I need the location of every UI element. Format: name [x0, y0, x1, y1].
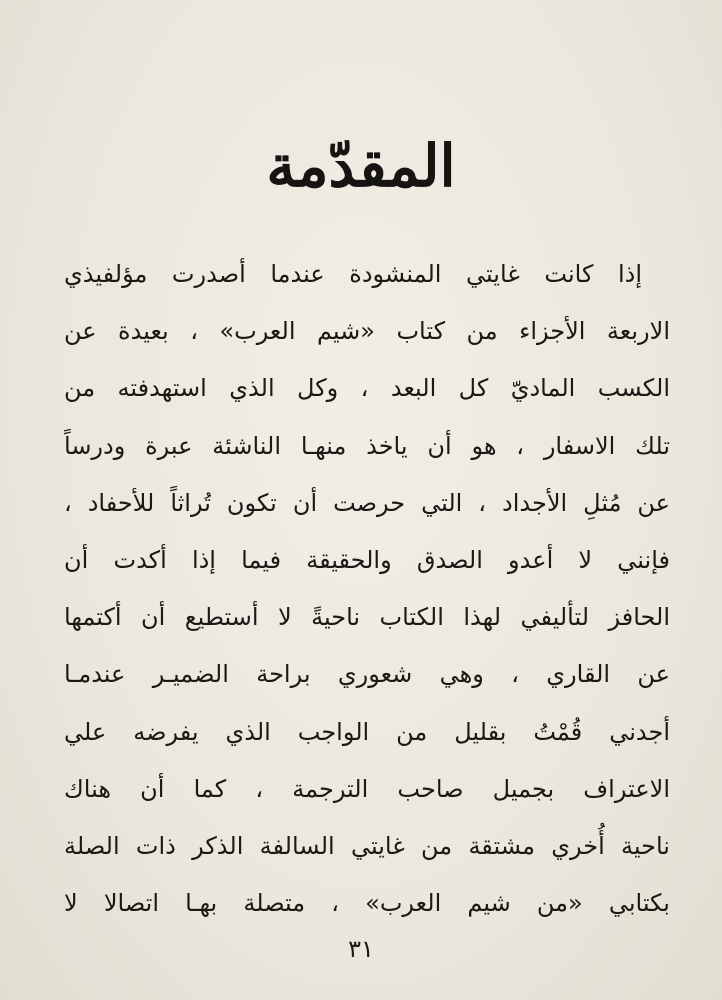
- text-line-11: ناحية أُخري مشتقة من غايتي السالفة الذكر ذات الصلة: [64, 831, 670, 860]
- text-line-10: الاعتراف بجميل صاحب الترجمة ، كما أن هناك: [64, 774, 670, 803]
- text-line-1: إذا كانت غايتي المنشودة عندما أصدرت مؤلفيذي: [64, 260, 642, 288]
- text-line-8: عن القاري ، وهي شعوري براحة الضميـر عندمـا: [64, 660, 670, 689]
- text-line-7: الحافز لتأليفي لهذا الكتاب ناحيةً لا أستطيع أن أكتمها: [64, 603, 670, 632]
- body-text: [64, 246, 670, 932]
- text-line-4: تلك الاسفار ، هو أن ياخذ منهـا الناشئة عبرة ودرساً: [64, 431, 670, 460]
- text-line-6: فإنني لا أعدو الصدق والحقيقة فيما إذا أكدت أن: [64, 545, 670, 574]
- text-line-5: عن مُثلِ الأجداد ، التي حرصت أن تكون تُراثاً للأحفاد ،: [64, 488, 670, 517]
- page-title: المقدّمة: [266, 131, 456, 200]
- text-line-9: أجدني قُمْتُ بقليل من الواجب الذي يفرضه علي: [64, 717, 670, 746]
- text-line-3: الكسب الماديّ كل البعد ، وكل الذي استهدفته من: [64, 374, 670, 403]
- text-line-12: بكتابي «من شيم العرب» ، متصلة بهـا اتصالا لا: [64, 889, 670, 918]
- page-number: ٣١: [348, 935, 374, 963]
- text-line-2: الاربعة الأجزاء من كتاب «شيم العرب» ، بعيدة عن: [64, 317, 670, 346]
